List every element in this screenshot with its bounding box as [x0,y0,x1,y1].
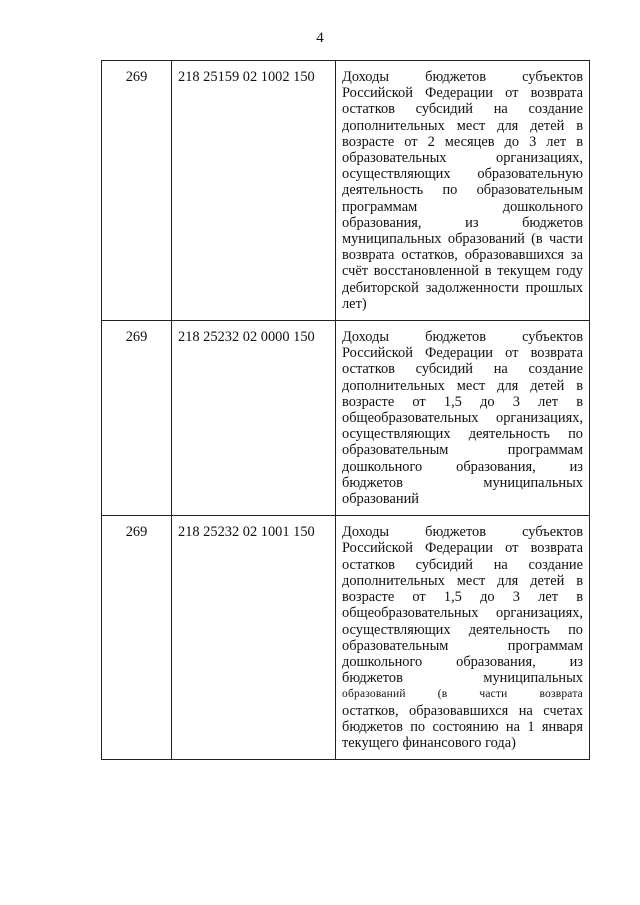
budget-code-cell: 218 25232 02 1001 150 [172,516,336,760]
description-line: дополнительных мест для детей в [342,117,583,134]
description-line: остатков, образовавшихся на счетах [342,702,583,719]
page-number: 4 [316,30,324,46]
description-line: дошкольного образования, из [342,458,583,475]
description-line: образования, из бюджетов [342,214,583,231]
description-line: дошкольного образования, из [342,653,583,670]
description-line: возрасте от 1,5 до 3 лет в [342,589,583,606]
description-line: деятельность по образовательным [342,182,583,199]
description-cell [336,516,590,760]
description-line: лет) [342,295,367,312]
description-line: остатков субсидий на создание [342,361,583,378]
description-line: остатков субсидий на создание [342,101,583,118]
description-cell [336,321,590,516]
description-line: возрасте от 1,5 до 3 лет в [342,393,583,410]
table-row [102,61,590,321]
admin-code-cell: 269 [102,61,172,321]
description-line: образовательных организациях, [342,150,583,167]
description-line: Российской Федерации от возврата [342,85,583,102]
description-line: Доходы бюджетов субъектов [342,524,583,541]
table-body [102,61,590,760]
description-line: текущего финансового года) [342,734,516,751]
description-cell [336,61,590,321]
description-line: Доходы бюджетов субъектов [342,69,583,85]
admin-code-cell: 269 [102,321,172,516]
description-line: Доходы бюджетов субъектов [342,329,583,346]
description-line: программам дошкольного [342,198,583,215]
description-line: образований [342,491,419,508]
description-line: Российской Федерации от возврата [342,345,583,362]
description-line: образовательным программам [342,637,583,654]
admin-code-cell: 269 [102,516,172,760]
description-line: общеобразовательных организациях, [342,410,583,427]
description-line: дебиторской задолженности прошлых [342,279,583,296]
description-line: бюджетов муниципальных [342,670,583,687]
description-line: дополнительных мест для детей в [342,572,583,589]
description-line: осуществляющих деятельность по [342,426,583,443]
description-line: образований (в части возврата [342,688,583,701]
table-row [102,516,590,760]
description-line: Российской Федерации от возврата [342,540,583,557]
revenue-codes-table [101,60,590,760]
description-line: образовательным программам [342,442,583,459]
description-line: счёт восстановленной в текущем году [342,263,583,280]
description-line: остатков субсидий на создание [342,556,583,573]
description-line: бюджетов муниципальных [342,474,583,491]
description-line: бюджетов по состоянию на 1 января [342,718,583,735]
description-line: общеобразовательных организациях, [342,605,583,622]
budget-code-cell: 218 25159 02 1002 150 [172,61,336,321]
budget-code-cell: 218 25232 02 0000 150 [172,321,336,516]
description-line: дополнительных мест для детей в [342,377,583,394]
description-line: возрасте от 2 месяцев до 3 лет в [342,133,583,150]
description-line: осуществляющих образовательную [342,166,583,183]
table-row [102,321,590,516]
description-line: осуществляющих деятельность по [342,621,583,638]
description-line: возврата остатков, образовавшихся за [342,247,583,264]
description-line: муниципальных образований (в части [342,231,583,248]
